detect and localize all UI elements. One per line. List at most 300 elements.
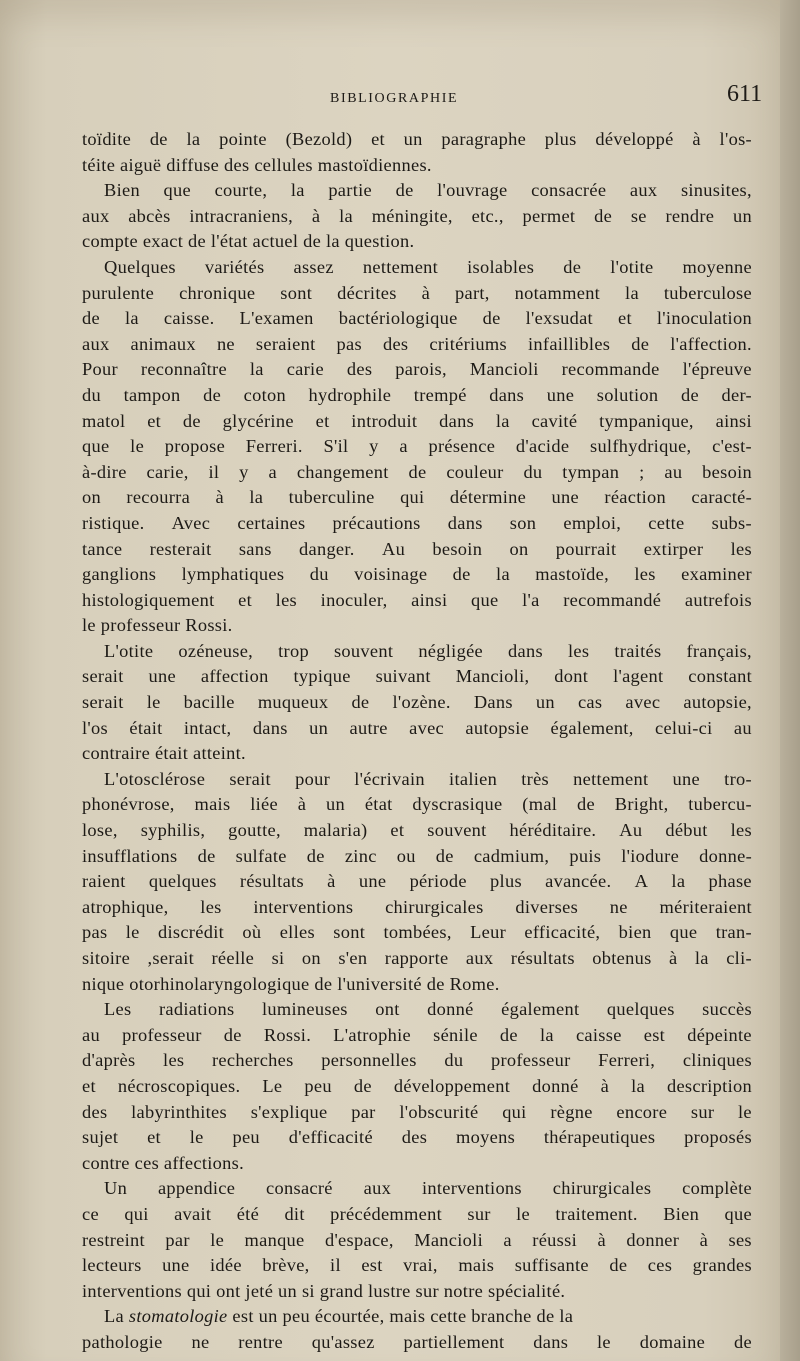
- word: insufflations: [82, 845, 178, 866]
- text-line: [82, 588, 752, 614]
- word: qu'assez: [311, 1331, 375, 1352]
- text-line: [82, 281, 752, 307]
- text-line: contraire était atteint.: [82, 743, 246, 764]
- word: inoculer,: [320, 589, 388, 610]
- word: d'efficacité: [288, 1127, 373, 1148]
- word: personnelles: [321, 1050, 417, 1071]
- word: dépeinte: [687, 1024, 752, 1045]
- word: de: [351, 692, 370, 713]
- word: variétés: [204, 256, 265, 277]
- word: S'il: [323, 436, 349, 457]
- word: histologiquement: [82, 589, 215, 610]
- word: subs-: [711, 512, 752, 533]
- word: mais: [458, 1255, 495, 1276]
- word: l'obscurité: [399, 1101, 479, 1122]
- word: au: [82, 1024, 100, 1045]
- word: règne: [550, 1101, 593, 1122]
- word: Mancioli,: [455, 666, 530, 687]
- word: L'otosclérose: [104, 768, 206, 789]
- word: et: [238, 589, 253, 610]
- word: souvent: [427, 820, 487, 841]
- word: dyscrasique: [412, 794, 503, 815]
- word: cliniques: [682, 1050, 752, 1071]
- word: de: [353, 1075, 372, 1096]
- word: recommande: [561, 359, 660, 380]
- word: caisse: [575, 1024, 622, 1045]
- word: donné: [532, 1075, 579, 1096]
- word: emploi,: [563, 512, 622, 533]
- word: de: [197, 845, 216, 866]
- word: matol: [82, 410, 126, 431]
- text-line: [82, 844, 752, 870]
- word: le: [189, 1127, 204, 1148]
- italic-term: stomatologie: [128, 1306, 228, 1327]
- word: critériums: [429, 333, 507, 354]
- word: radiations: [158, 999, 235, 1020]
- text-line: [82, 1330, 752, 1356]
- word: un: [733, 205, 752, 226]
- word: serait: [229, 768, 271, 789]
- word: sulfate: [235, 845, 287, 866]
- word: qui: [124, 1203, 149, 1224]
- word: des: [346, 359, 373, 380]
- word: la: [539, 1024, 554, 1045]
- word: donne-: [699, 845, 752, 866]
- word: infaillibles: [527, 333, 611, 354]
- text-line: [82, 1023, 752, 1049]
- word: part,: [455, 282, 490, 303]
- word: l'inoculation: [656, 308, 752, 329]
- word: à: [311, 205, 321, 226]
- page-edge-shadow: [780, 0, 800, 1361]
- word: réussi: [532, 1229, 578, 1250]
- word: puis: [569, 845, 602, 866]
- word: aux: [363, 1178, 392, 1199]
- word: pas: [336, 333, 362, 354]
- word: résultats: [510, 948, 575, 968]
- word: avec: [409, 717, 445, 738]
- word: tuberculose: [663, 282, 752, 303]
- word: idée: [210, 1255, 242, 1276]
- word: du: [444, 1050, 464, 1071]
- word: à: [668, 948, 678, 968]
- word: il: [330, 1255, 341, 1276]
- word: à: [692, 129, 701, 149]
- word: des: [382, 333, 409, 354]
- word: tance: [82, 538, 123, 559]
- word: la: [249, 487, 264, 508]
- word: où: [242, 922, 262, 943]
- word: et: [147, 410, 162, 431]
- word: hydrophile: [308, 384, 392, 405]
- word: Mancioli: [469, 359, 539, 380]
- word: pourrait: [555, 538, 617, 559]
- word: Bien: [104, 180, 140, 201]
- word: est: [643, 1024, 666, 1045]
- word: sinusites,: [680, 180, 752, 201]
- word: de: [223, 1024, 242, 1045]
- word: de: [435, 845, 454, 866]
- text-line: [82, 895, 752, 921]
- word: A: [634, 871, 649, 892]
- word: carie,: [146, 461, 189, 482]
- word: au: [664, 461, 683, 482]
- word: la: [249, 359, 264, 380]
- word: serait: [82, 692, 124, 713]
- word: voisinage: [354, 564, 428, 585]
- word: vrai,: [403, 1255, 438, 1276]
- word: ozéneuse,: [178, 640, 254, 661]
- text-line: nique otorhinolaryngologique de l'université de Rome.: [82, 973, 500, 994]
- word: caisse.: [163, 308, 215, 329]
- word: abcès: [128, 205, 171, 226]
- word: quelques: [148, 871, 217, 892]
- word: tro-: [724, 768, 752, 789]
- word: bactériologique: [338, 308, 458, 329]
- word: et: [82, 1075, 96, 1096]
- word: brève,: [262, 1255, 310, 1276]
- word: pas: [82, 922, 108, 943]
- word: isolables: [467, 256, 535, 277]
- word: professeur: [490, 1050, 571, 1071]
- text-line: [82, 204, 752, 230]
- word: cavité: [531, 410, 578, 431]
- word: et: [147, 1127, 161, 1148]
- word: une: [148, 666, 176, 687]
- word: le: [210, 1229, 225, 1250]
- word: la: [186, 129, 201, 149]
- word: aux: [465, 948, 494, 968]
- word: sans: [238, 538, 272, 559]
- word: danger.: [298, 538, 355, 559]
- word: seraient: [255, 333, 316, 354]
- word: les: [634, 564, 656, 585]
- word: constant: [688, 666, 752, 687]
- word: dans: [252, 717, 288, 738]
- word: diverses: [515, 896, 579, 917]
- text-line: [82, 434, 752, 460]
- word: consacrée: [531, 180, 607, 201]
- word: été: [236, 1203, 260, 1224]
- text-line: [82, 409, 752, 435]
- word: également,: [550, 717, 634, 738]
- word: l'exsudat: [525, 308, 593, 329]
- word: lumineuses: [262, 999, 348, 1020]
- word: consacré: [266, 1178, 333, 1199]
- word: aux: [82, 333, 110, 354]
- word: dont: [554, 666, 589, 687]
- word: méningite,: [371, 205, 453, 226]
- word: sont: [333, 922, 366, 943]
- text-line: [82, 357, 752, 383]
- word: courte,: [214, 180, 268, 201]
- word: une: [672, 768, 701, 789]
- word: animaux: [130, 333, 196, 354]
- word: on: [82, 487, 101, 508]
- text-line: contre ces affections.: [82, 1152, 244, 1173]
- word: Pour: [82, 359, 118, 380]
- word: réaction: [604, 487, 667, 508]
- text-line: [82, 255, 752, 281]
- word: L'otite: [104, 640, 154, 661]
- word: obtenus: [592, 948, 652, 968]
- word: de: [577, 794, 595, 815]
- word: interventions: [253, 896, 354, 917]
- word: lose,: [82, 820, 118, 841]
- word: qui: [400, 487, 425, 508]
- word: intact,: [183, 717, 232, 738]
- word: rendre: [665, 205, 715, 226]
- word: avec: [625, 692, 661, 713]
- word: que: [471, 589, 499, 610]
- word: rapporte: [384, 948, 449, 968]
- text-line: [82, 997, 752, 1023]
- word: Au: [382, 538, 406, 559]
- word: toïdite: [82, 129, 132, 149]
- word: succès: [702, 999, 752, 1020]
- text-line: [82, 716, 752, 742]
- word: Au: [619, 820, 643, 841]
- word: muqueux: [257, 692, 329, 713]
- word: donné: [427, 999, 474, 1020]
- word: L'examen: [239, 308, 314, 329]
- word: recourra: [126, 487, 191, 508]
- word: précautions: [332, 512, 421, 533]
- word: ont: [375, 999, 400, 1020]
- word: sénile: [433, 1024, 478, 1045]
- word: chirurgicales: [552, 1178, 652, 1199]
- word: développement: [393, 1075, 511, 1096]
- word: par: [165, 1229, 190, 1250]
- word: propose: [164, 436, 226, 457]
- word: cas: [577, 692, 603, 713]
- text-line: [82, 383, 752, 409]
- word: la: [625, 282, 639, 303]
- text-line: [82, 1125, 752, 1151]
- word: les: [200, 896, 222, 917]
- word: caracté-: [691, 487, 752, 508]
- word: le: [516, 1203, 530, 1224]
- word: carie: [286, 359, 324, 380]
- word: der-: [721, 384, 752, 405]
- word: que: [669, 922, 698, 943]
- word: à: [297, 794, 307, 815]
- word: on: [509, 538, 529, 559]
- word: intracraniens,: [189, 205, 294, 226]
- word: encore: [616, 1101, 668, 1122]
- word: nécroscopiques.: [117, 1075, 241, 1096]
- word: phonévrose,: [82, 794, 175, 815]
- word: introduit: [351, 410, 418, 431]
- word: mériteraient: [659, 896, 752, 917]
- text-line: [82, 127, 752, 153]
- word: des: [401, 1127, 428, 1148]
- word: s'explique: [250, 1101, 328, 1122]
- word: dit: [284, 1203, 305, 1224]
- line-segment: La: [104, 1306, 129, 1327]
- text-line: [82, 511, 752, 537]
- word: tran-: [715, 922, 752, 943]
- word: des: [82, 1101, 108, 1122]
- word: la: [694, 948, 709, 968]
- word: réelle: [211, 948, 255, 968]
- word: de: [452, 564, 471, 585]
- word: négligée: [418, 640, 484, 661]
- word: ristique.: [82, 512, 145, 533]
- word: Dans: [473, 692, 513, 713]
- word: manque: [244, 1229, 305, 1250]
- word: parois,: [395, 359, 447, 380]
- word: elles: [279, 922, 315, 943]
- word: italien: [449, 768, 498, 789]
- word: le: [146, 692, 161, 713]
- word: de: [149, 129, 168, 149]
- word: de: [563, 256, 582, 277]
- text-line: [82, 1100, 752, 1126]
- word: autopsie: [465, 717, 530, 738]
- word: ,serait: [147, 948, 195, 968]
- word: aux: [629, 180, 658, 201]
- word: certaines: [237, 512, 306, 533]
- word: et: [617, 308, 632, 329]
- word: a: [503, 1229, 512, 1250]
- word: d'acide: [515, 436, 570, 457]
- word: peu: [232, 1127, 260, 1148]
- word: de: [82, 308, 100, 329]
- word: la: [631, 1075, 645, 1096]
- word: dans: [447, 512, 483, 533]
- word: l'os: [82, 717, 108, 738]
- word: chronique: [179, 282, 256, 303]
- word: suivant: [375, 666, 431, 687]
- word: domaine: [639, 1331, 706, 1352]
- text-line: [82, 946, 752, 972]
- word: la: [125, 308, 139, 329]
- word: traités: [614, 640, 662, 661]
- text-line: [82, 178, 752, 204]
- word: de: [609, 1255, 628, 1276]
- word: raient: [82, 871, 126, 892]
- word: plus: [490, 871, 522, 892]
- text-line: [82, 1304, 752, 1330]
- text-line: [82, 562, 752, 588]
- word: son: [509, 512, 537, 533]
- word: thérapeutiques: [543, 1127, 656, 1148]
- word: y: [369, 436, 379, 457]
- word: la: [290, 180, 305, 201]
- word: sur: [690, 1101, 715, 1122]
- word: ainsi: [715, 410, 752, 431]
- word: tombées,: [383, 922, 452, 943]
- word: ainsi: [411, 589, 448, 610]
- word: le: [597, 1331, 611, 1352]
- word: Mancioli: [414, 1229, 483, 1250]
- word: qui: [502, 1101, 527, 1122]
- word: besoin: [432, 538, 483, 559]
- word: c'est-: [712, 436, 752, 457]
- word: à: [597, 1229, 606, 1250]
- word: aux: [82, 205, 110, 226]
- word: l'ouvrage: [437, 180, 508, 201]
- text-line: interventions qui ont jeté un si grand lustre sur notre spécialité.: [82, 1280, 566, 1301]
- word: dans: [508, 640, 543, 661]
- word: efficacité,: [524, 922, 601, 943]
- word: et: [390, 820, 405, 841]
- word: peu: [304, 1075, 332, 1096]
- word: (mal: [522, 794, 558, 815]
- word: extirper: [643, 538, 704, 559]
- word: syphilis,: [140, 820, 206, 841]
- text-line: [82, 639, 752, 665]
- word: avancée.: [545, 871, 612, 892]
- word: un: [309, 717, 329, 738]
- word: présence: [428, 436, 496, 457]
- word: détermine: [449, 487, 527, 508]
- word: le: [130, 436, 145, 457]
- word: ganglions: [82, 564, 157, 585]
- word: labyrinthites: [131, 1101, 227, 1122]
- word: dans: [489, 384, 525, 405]
- word: notamment: [514, 282, 601, 303]
- word: à-dire: [82, 461, 127, 482]
- word: (Bezold): [285, 129, 353, 149]
- text-line: le professeur Rossi.: [82, 615, 233, 636]
- word: sur: [467, 1203, 491, 1224]
- text-line: [82, 537, 752, 563]
- word: resterait: [149, 538, 212, 559]
- word: mastoïde,: [535, 564, 609, 585]
- running-title: BIBLIOGRAPHIE: [330, 91, 459, 106]
- text-line: [82, 1253, 752, 1279]
- line-segment: est un peu écourtée, mais cette branche de la: [227, 1306, 574, 1327]
- word: pointe: [219, 129, 267, 149]
- body-text: [82, 127, 752, 1356]
- word: changement: [296, 461, 389, 482]
- word: Leur: [470, 922, 507, 943]
- word: y: [239, 461, 249, 482]
- word: l'ozène.: [392, 692, 451, 713]
- word: autre: [349, 717, 388, 738]
- word: tuberculine: [288, 487, 375, 508]
- word: très: [521, 768, 550, 789]
- word: se: [630, 205, 647, 226]
- word: ne: [216, 333, 235, 354]
- word: au: [733, 717, 752, 738]
- text-line: [82, 460, 752, 486]
- word: que: [82, 436, 110, 457]
- word: reconnaître: [140, 359, 227, 380]
- word: l'iodure: [621, 845, 680, 866]
- word: restreint: [82, 1229, 145, 1250]
- word: etc.,: [471, 205, 504, 226]
- text-line: [82, 1048, 752, 1074]
- word: grandes: [692, 1255, 752, 1276]
- word: les: [730, 538, 752, 559]
- word: ses: [728, 1229, 752, 1250]
- word: s'en: [338, 948, 368, 968]
- word: traitement.: [555, 1203, 638, 1224]
- word: serait: [82, 666, 124, 687]
- word: d'espace,: [324, 1229, 394, 1250]
- text-line: [82, 792, 752, 818]
- word: partie: [328, 180, 372, 201]
- word: appendice: [157, 1178, 236, 1199]
- word: glycérine: [222, 410, 294, 431]
- word: interventions: [421, 1178, 522, 1199]
- word: la: [496, 564, 510, 585]
- word: l'a: [522, 589, 540, 610]
- word: typique: [293, 666, 351, 687]
